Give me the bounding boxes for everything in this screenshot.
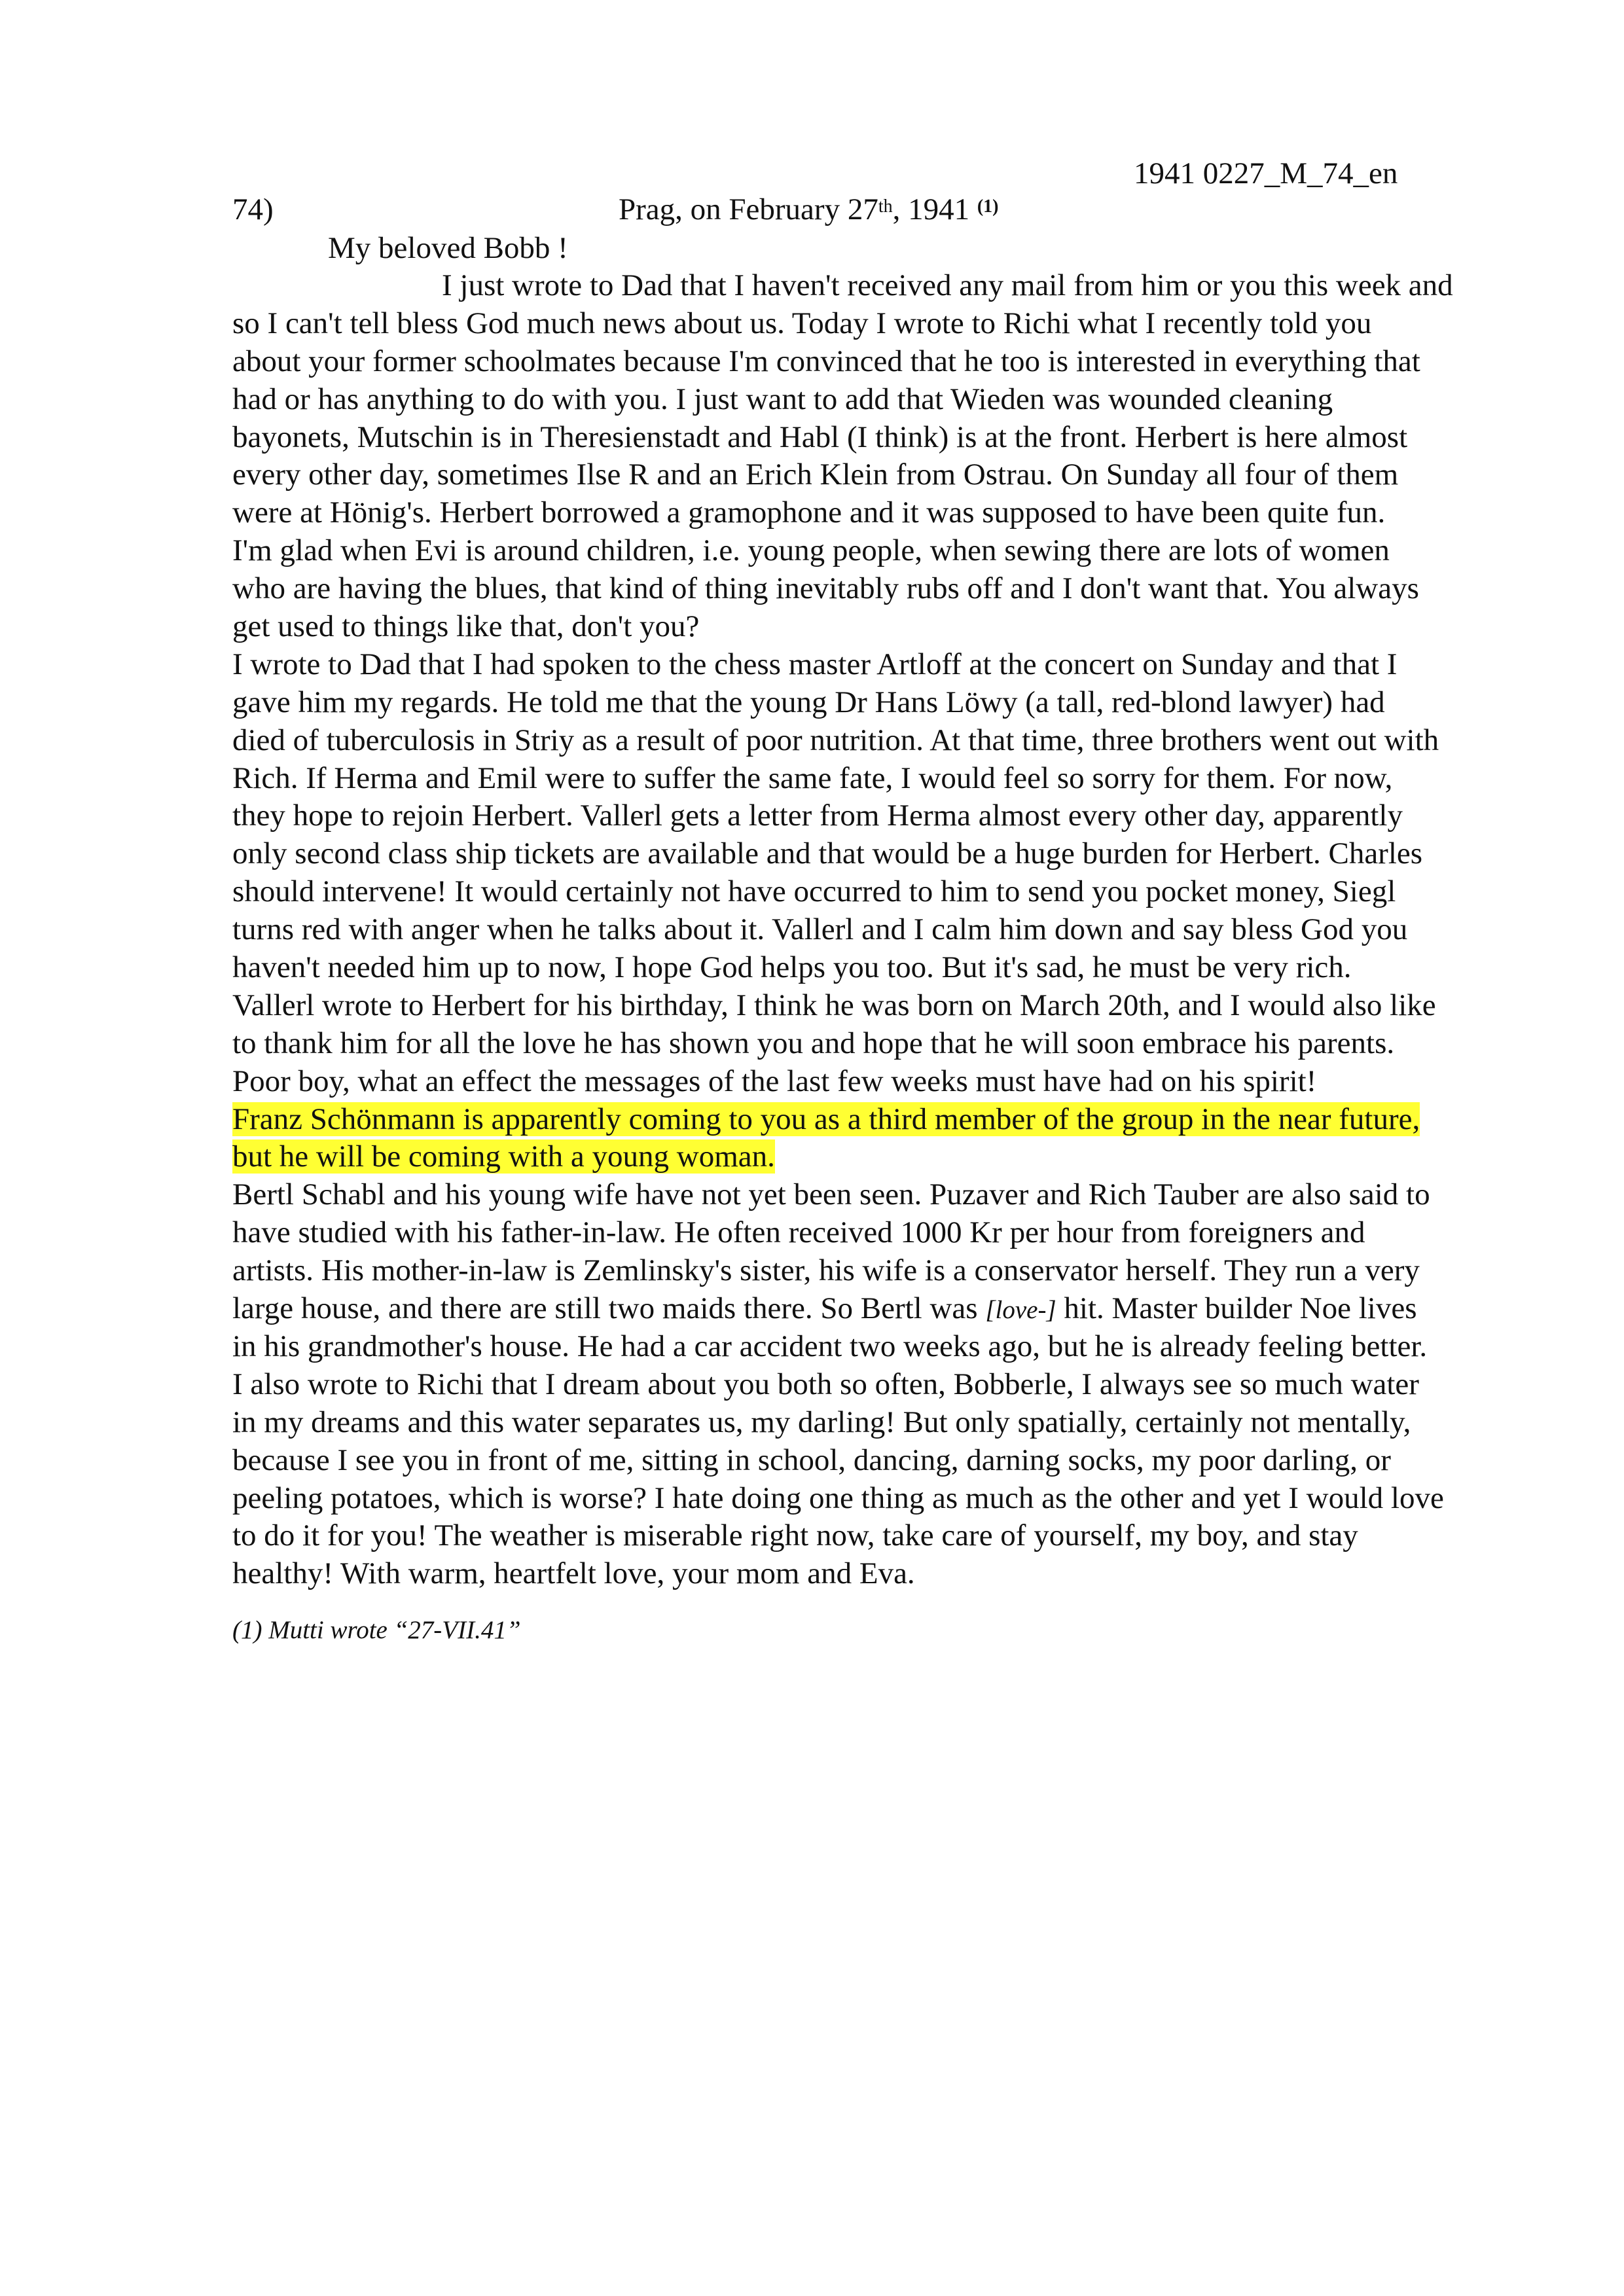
line-text: Poor boy, what an effect the messages of the last few weeks must have had on his spirit! xyxy=(232,1064,1317,1098)
line-text: get used to things like that, don't you? xyxy=(232,609,700,644)
body-line xyxy=(232,494,1542,532)
line-text: gave him my regards. He told me that the young Dr Hans Löwy (a tall, red-blond lawyer) had xyxy=(232,685,1385,719)
line-text: I just wrote to Dad that I haven't received any mail from him or you this week and xyxy=(442,268,1453,302)
body-line xyxy=(232,532,1542,570)
line-text: Bertl Schabl and his young wife have not yet been seen. Puzaver and Rich Tauber are also said to xyxy=(232,1177,1430,1212)
body-line xyxy=(232,1555,1542,1593)
line-text: have studied with his father-in-law. He often received 1000 Kr per hour from foreigners and xyxy=(232,1215,1365,1250)
body-line xyxy=(232,1404,1542,1442)
line-text: artists. His mother-in-law is Zemlinsky's sister, his wife is a conservator herself. They run a very xyxy=(232,1253,1420,1288)
line-text: should intervene! It would certainly not have occurred to him to send you pocket money, Siegl xyxy=(232,874,1396,909)
body-line xyxy=(232,608,1542,646)
line-text: were at Hönig's. Herbert borrowed a gramophone and it was supposed to have been quite fun. xyxy=(232,495,1386,530)
body-line xyxy=(232,267,1542,305)
line-text: because I see you in front of me, sitting in school, dancing, darning socks, my poor darling, or xyxy=(232,1443,1391,1477)
line-text: large house, and there are still two maids there. So Bertl was xyxy=(232,1291,986,1326)
document-id: 1941 0227_M_74_en xyxy=(1134,156,1398,190)
line-text: turns red with anger when he talks about it. Vallerl and I calm him down and say bless God you xyxy=(232,912,1408,947)
body-line xyxy=(232,911,1542,949)
footnote: (1) Mutti wrote “27-VII.41” xyxy=(232,1616,521,1644)
line-text: bayonets, Mutschin is in Theresienstadt and Habl (I think) is at the front. Herbert is here almost xyxy=(232,420,1408,454)
body-line xyxy=(232,949,1542,987)
editorial-insertion: [love-] xyxy=(985,1296,1056,1325)
body-line xyxy=(232,1138,1542,1176)
body-line xyxy=(232,987,1542,1025)
body-line xyxy=(232,381,1542,419)
place-date-line xyxy=(619,190,999,228)
body-line xyxy=(232,456,1542,494)
body-line xyxy=(232,1442,1542,1480)
body-line xyxy=(232,1025,1542,1063)
line-text: so I can't tell bless God much news about us. Today I wrote to Richi what I recently told you xyxy=(232,306,1372,340)
body-line xyxy=(232,873,1542,911)
line-text: in my dreams and this water separates us, my darling! But only spatially, certainly not mentally, xyxy=(232,1405,1411,1439)
line-text: who are having the blues, that kind of thing inevitably rubs off and I don't want that. You always xyxy=(232,571,1419,606)
line-text-continued: hit. Master builder Noe lives xyxy=(1056,1291,1417,1326)
highlighted-text: but he will be coming with a young woman. xyxy=(232,1139,775,1174)
body-line xyxy=(232,760,1542,798)
line-text: I'm glad when Evi is around children, i.e. young people, when sewing there are lots of women xyxy=(232,533,1390,568)
place-date-year: , 1941 xyxy=(892,192,977,226)
line-text: Vallerl wrote to Herbert for his birthday, I think he was born on March 20th, and I would also like xyxy=(232,988,1436,1022)
letter-number: 74) xyxy=(232,192,274,226)
line-text: haven't needed him up to now, I hope God helps you too. But it's sad, he must be very rich. xyxy=(232,950,1352,985)
line-text: healthy! With warm, heartfelt love, your mom and Eva. xyxy=(232,1556,915,1591)
body-line xyxy=(232,1480,1542,1518)
body-line xyxy=(232,1328,1542,1366)
line-text: to do it for you! The weather is miserable right now, take care of yourself, my boy, and stay xyxy=(232,1518,1358,1553)
line-text: Rich. If Herma and Emil were to suffer the same fate, I would feel so sorry for them. For now, xyxy=(232,761,1393,795)
line-text: they hope to rejoin Herbert. Vallerl gets a letter from Herma almost every other day, apparently xyxy=(232,798,1403,833)
line-text: I also wrote to Richi that I dream about you both so often, Bobberle, I always see so much water xyxy=(232,1367,1419,1401)
line-text: to thank him for all the love he has shown you and hope that he will soon embrace his parents. xyxy=(232,1026,1395,1060)
body-line xyxy=(232,1290,1542,1328)
body-line xyxy=(232,835,1542,873)
body-line xyxy=(232,1214,1542,1252)
line-text: I wrote to Dad that I had spoken to the chess master Artloff at the concert on Sunday and that I xyxy=(232,647,1398,681)
body-line xyxy=(232,1101,1542,1139)
place-date-text: Prag, on February 27 xyxy=(619,192,878,226)
line-text: died of tuberculosis in Striy as a result of poor nutrition. At that time, three brothers went out with xyxy=(232,723,1439,757)
date-ordinal-suffix: th xyxy=(878,196,893,217)
line-text: only second class ship tickets are available and that would be a huge burden for Herbert. Charles xyxy=(232,836,1423,871)
body-line xyxy=(232,1063,1542,1101)
line-text: in his grandmother's house. He had a car accident two weeks ago, but he is already feeling better. xyxy=(232,1329,1428,1363)
body-line xyxy=(232,1517,1542,1555)
letter-body xyxy=(232,267,1542,1593)
footnote-reference: (1) xyxy=(977,196,999,217)
line-text: had or has anything to do with you. I just want to add that Wieden was wounded cleaning xyxy=(232,382,1333,416)
highlighted-text: Franz Schönmann is apparently coming to you as a third member of the group in the near future, xyxy=(232,1102,1420,1136)
body-line xyxy=(232,1252,1542,1290)
line-text: every other day, sometimes Ilse R and an Erich Klein from Ostrau. On Sunday all four of them xyxy=(232,457,1399,492)
body-line xyxy=(232,684,1542,722)
body-line xyxy=(232,646,1542,684)
body-line xyxy=(232,1176,1542,1214)
line-text: peeling potatoes, which is worse? I hate doing one thing as much as the other and yet I would love xyxy=(232,1480,1444,1515)
body-line xyxy=(232,722,1542,760)
body-line xyxy=(232,797,1542,835)
body-line xyxy=(232,305,1542,343)
body-line xyxy=(232,343,1542,381)
body-line xyxy=(232,570,1542,608)
body-line xyxy=(232,1366,1542,1404)
body-line xyxy=(232,419,1542,457)
line-text: about your former schoolmates because I'm convinced that he too is interested in everything that xyxy=(232,344,1420,378)
salutation: My beloved Bobb ! xyxy=(328,231,568,265)
